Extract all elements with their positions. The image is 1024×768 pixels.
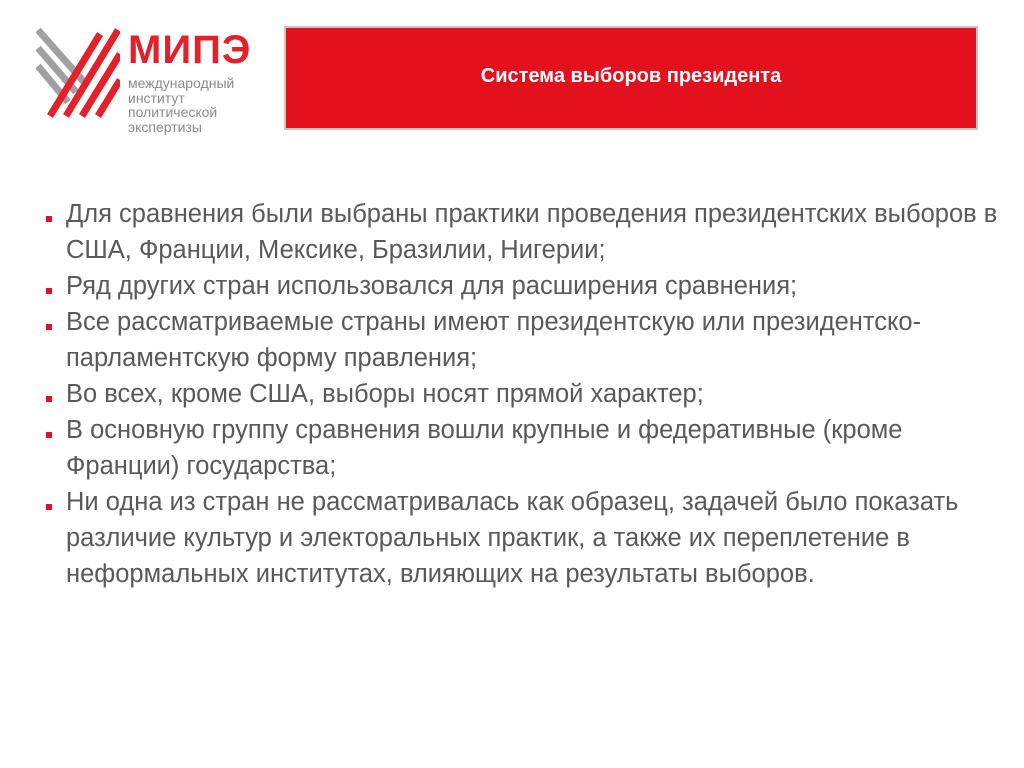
list-item (40, 376, 1010, 412)
page-title: Система выборов президента (480, 64, 782, 87)
bullet-square-icon (46, 216, 52, 222)
list-item-text: Все рассматриваемые страны имеют президентскую или президентско-парламентскую форму правления; (66, 308, 922, 372)
stripes-chevron-logo-icon (36, 24, 120, 120)
list-item (40, 196, 1010, 268)
list-item-text: Ряд других стран использовался для расширения сравнения; (66, 272, 798, 300)
logo-tagline-line: политической (128, 104, 218, 120)
bullet-square-icon (46, 432, 52, 438)
bullet-list (40, 196, 1010, 592)
logo (36, 24, 276, 144)
bullet-square-icon (46, 504, 52, 510)
logo-tagline-line: институт (128, 89, 185, 106)
title-banner (286, 28, 976, 128)
logo-name: МИПЭ (128, 28, 252, 72)
logo-tagline-line: международный (128, 75, 235, 91)
list-item-text: Для сравнения были выбраны практики проведения президентских выборов в США, Франции, Мексике, Бразилии, Нигерии; (66, 200, 998, 264)
bullet-square-icon (46, 396, 52, 402)
list-item (40, 484, 1010, 592)
logo-tagline (128, 76, 278, 134)
bullet-square-icon (46, 324, 52, 330)
list-item (40, 412, 1010, 484)
list-item (40, 268, 1010, 304)
list-item-text: Ни одна из стран не рассматривалась как образец, задачей было показать различие культур и электоральных практик, а также их переплетение в неформальных институтах, влияющих на результаты выборов. (66, 488, 959, 588)
list-item-text: В основную группу сравнения вошли крупные и федеративные (кроме Франции) государства; (66, 416, 903, 480)
bullet-square-icon (46, 288, 52, 294)
list-item (40, 304, 1010, 376)
logo-tagline-line: экспертизы (128, 118, 202, 135)
list-item-text: Во всех, кроме США, выборы носят прямой характер; (66, 380, 704, 408)
